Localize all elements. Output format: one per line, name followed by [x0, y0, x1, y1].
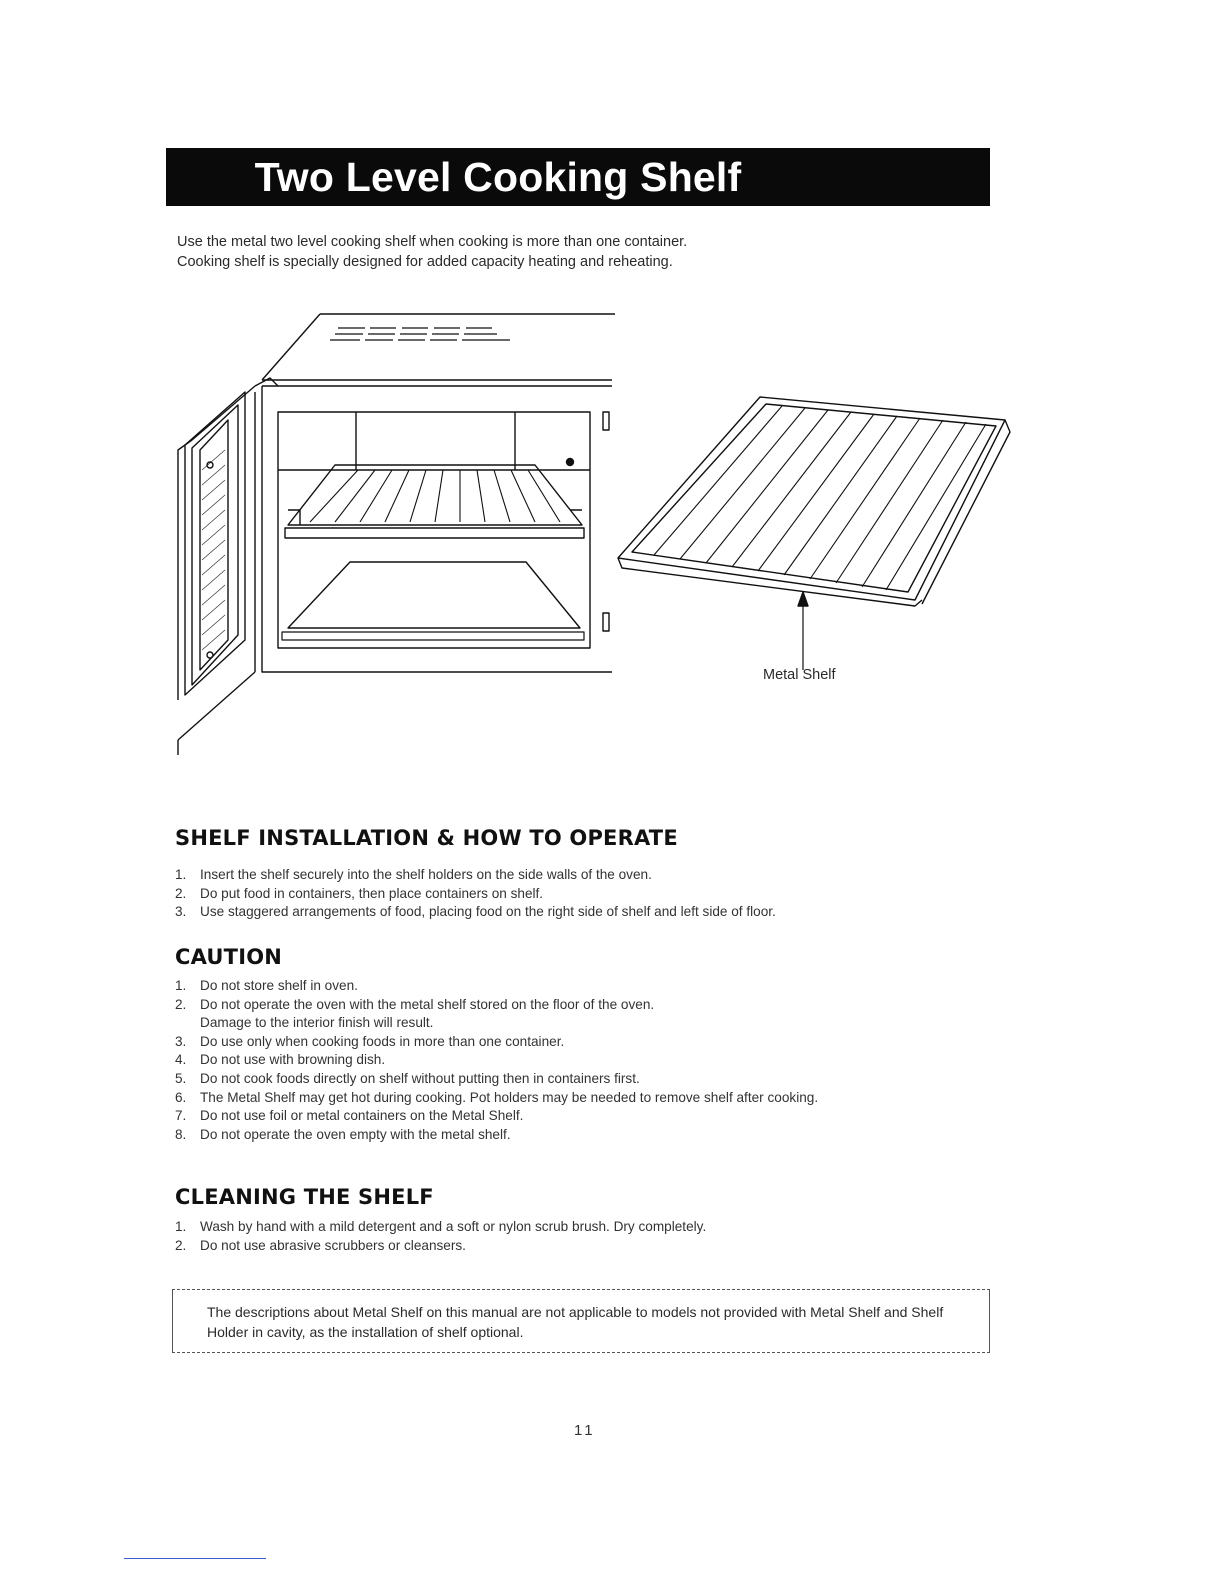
list-item	[175, 1033, 818, 1052]
item-text: Do not store shelf in oven.	[200, 978, 358, 993]
list-item	[175, 1218, 706, 1237]
item-text: Damage to the interior finish will result.	[200, 1015, 434, 1031]
list-item	[175, 977, 818, 996]
item-text: Wash by hand with a mild detergent and a soft or nylon scrub brush. Dry completely.	[200, 1219, 707, 1234]
item-text: The Metal Shelf may get hot during cooking. Pot holders may be needed to remove shelf after cooking.	[200, 1089, 819, 1105]
item-number: 2.	[175, 1237, 187, 1253]
item-number: 3.	[175, 1033, 187, 1049]
metal-shelf-label: Metal Shelf	[763, 667, 836, 683]
item-number: 1.	[175, 1219, 187, 1234]
item-text: Do not use with browning dish.	[200, 1052, 386, 1068]
list-item	[175, 1107, 818, 1126]
list-item	[175, 885, 776, 904]
note-box	[172, 1289, 990, 1353]
list-item	[175, 996, 818, 1015]
item-text: Do use only when cooking foods in more than one container.	[200, 1033, 565, 1049]
list-item	[175, 1089, 818, 1108]
caution-list	[175, 977, 818, 1144]
installation-heading: SHELF INSTALLATION & HOW TO OPERATE	[175, 826, 678, 850]
page-title: Two Level Cooking Shelf	[254, 153, 742, 200]
page-number: 11	[574, 1422, 596, 1439]
oven-shelf-illustration	[170, 300, 1030, 760]
cleaning-list	[175, 1218, 706, 1255]
item-number: 5.	[175, 1070, 187, 1086]
item-text: Do not operate the oven with the metal shelf stored on the floor of the oven.	[200, 996, 655, 1012]
item-text: Use staggered arrangements of food, placing food on the right side of shelf and left side of floor.	[200, 904, 776, 920]
item-number: 6.	[175, 1089, 187, 1105]
item-number: 8.	[175, 1126, 187, 1142]
intro-line-2: Cooking shelf is specially designed for added capacity heating and reheating.	[177, 254, 673, 270]
list-item	[175, 1070, 818, 1089]
cleaning-heading: CLEANING THE SHELF	[175, 1185, 434, 1209]
item-number: 2.	[175, 996, 187, 1012]
oven-and-shelf-drawing	[170, 300, 1030, 760]
item-text: Do not use foil or metal containers on the Metal Shelf.	[200, 1108, 524, 1124]
intro-line-1: Use the metal two level cooking shelf when cooking is more than one container.	[177, 234, 688, 250]
caution-heading: CAUTION	[175, 945, 283, 969]
footer-rule	[124, 1558, 266, 1559]
list-item	[175, 1237, 706, 1256]
oven-drawing	[178, 314, 615, 755]
item-text: Do put food in containers, then place containers on shelf.	[200, 885, 544, 901]
item-number: 7.	[175, 1108, 187, 1124]
item-number: 3.	[175, 904, 187, 920]
item-text: Do not cook foods directly on shelf without putting then in containers first.	[200, 1070, 640, 1086]
metal-shelf-drawing	[618, 397, 1010, 670]
list-item	[175, 903, 776, 922]
item-number: 2.	[175, 885, 187, 901]
title-bar	[166, 148, 990, 206]
list-item-continuation	[175, 1014, 818, 1033]
note-text: The descriptions about Metal Shelf on this manual are not applicable to models not provided with Metal Shelf and Shelf Holder in cavity, as the installation of shelf optional.	[207, 1304, 944, 1340]
item-number: 1.	[175, 978, 187, 993]
item-text: Insert the shelf securely into the shelf holders on the side walls of the oven.	[200, 867, 652, 882]
installation-list	[175, 866, 776, 922]
item-text: Do not operate the oven empty with the metal shelf.	[200, 1126, 511, 1142]
intro-text	[177, 232, 977, 272]
item-text: Do not use abrasive scrubbers or cleansers.	[200, 1237, 466, 1253]
list-item	[175, 1126, 818, 1145]
item-number: 4.	[175, 1052, 187, 1068]
list-item	[175, 1051, 818, 1070]
item-number: 1.	[175, 867, 187, 882]
list-item	[175, 866, 776, 885]
